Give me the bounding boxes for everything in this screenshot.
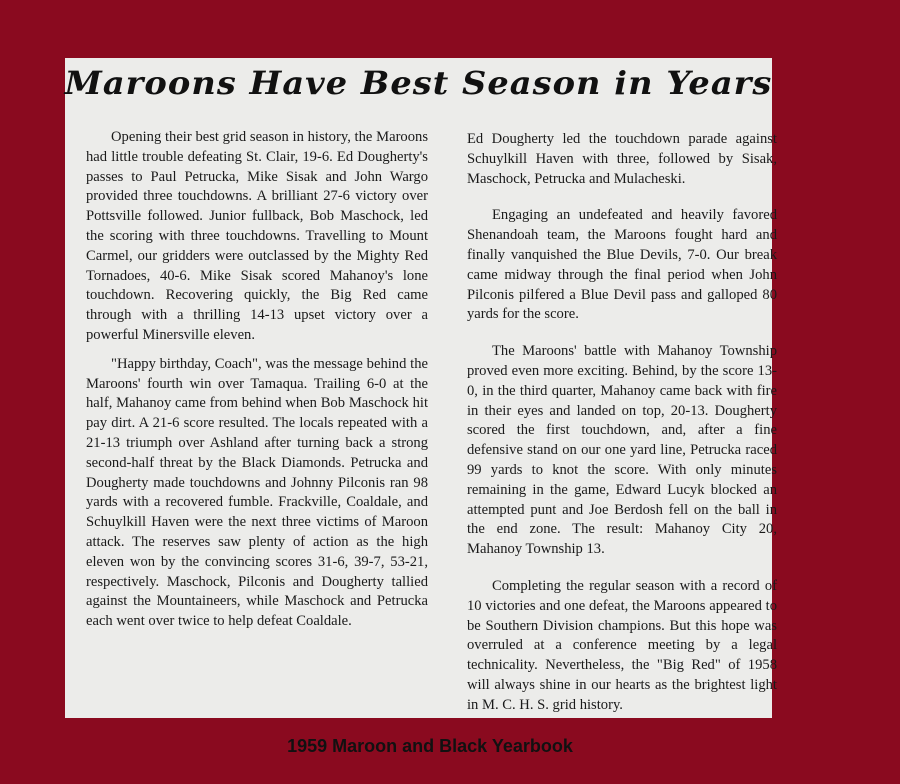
paragraph: "Happy birthday, Coach", was the message behind the Maroons' fourth win over Tamaqua. Trailing 6-0 at the half, Mahanoy came from behind when Bob Maschock hit pay dirt. A 21-6 score resulted. The locals repeated with a 21-13 triumph over Ashland after turning back a strong second-half threat by the Black Diamonds. Petrucka and Dougherty made touchdowns and Johnny Pilconis ran 98 yards with a recovered fumble. Frackville, Coaldale, and Schuylkill Haven were the next three victims of Maroon attack. The reserves saw plenty of action as the high eleven won by the convincing scores 31-6, 39-7, 53-21, respectively. Maschock, Pilconis and Dougherty tallied against the Mountaineers, while Maschock and Petrucka each went over twice to help defeat Coaldale.: [86, 355, 428, 630]
article-title: Maroons Have Best Season in Years: [64, 64, 773, 102]
paragraph: Completing the regular season with a record of 10 victories and one defeat, the Maroons appeared to be Southern Division champions. But this hope was overruled at a conference meeting by a legal technicality. Nevertheless, the "Big Red" of 1958 will always shine in our hearts as the brightest light in M. C. H. S. grid history.: [467, 577, 777, 713]
paragraph: Ed Dougherty led the touchdown parade against Schuylkill Haven with three, followed by Sisak, Maschock, Petrucka and Mulacheski.: [467, 131, 777, 187]
yearbook-caption: 1959 Maroon and Black Yearbook: [287, 736, 573, 756]
paragraph: The Maroons' battle with Mahanoy Township proved even more exciting. Behind, by the score 13-0, in the third quarter, Mahanoy came back with fire in their eyes and landed on top, 20-13. Dougherty scored the first touchdown, and, after a fine defensive stand on our one yard line, Petrucka raced 99 yards to knot the score. With only minutes remaining in the game, Edward Lucyk blocked an attempted punt and Joe Berdosh fell on the ball in the end zone. The result: Mahanoy City 20, Mahanoy Township 13.: [467, 343, 777, 558]
paragraph: Opening their best grid season in history, the Maroons had little trouble defeating St. Clair, 19-6. Ed Dougherty's passes to Paul Petrucka, Mike Sisak and John Wargo provided three touchdowns. A brilliant 27-6 victory over Pottsville followed. Junior fullback, Bob Maschock, led the scoring with three touchdowns. Travelling to Mount Carmel, our gridders were outclassed by the Mighty Red Tornadoes, 40-6. Mike Sisak scored Mahanoy's lone touchdown. Recovering quickly, the Big Red came through with a thrilling 14-13 upset victory over a powerful Minersville eleven.: [86, 129, 428, 343]
yearbook-page: [64, 58, 777, 718]
left-column: [86, 128, 428, 632]
paragraph: Engaging an undefeated and heavily favored Shenandoah team, the Maroons fought hard and finally vanquished the Blue Devils, 7-0. Our break came midway through the final period when John Pilconis pilfered a Blue Devil pass and galloped 80 yards for the score.: [467, 207, 777, 323]
right-column: [467, 130, 777, 716]
